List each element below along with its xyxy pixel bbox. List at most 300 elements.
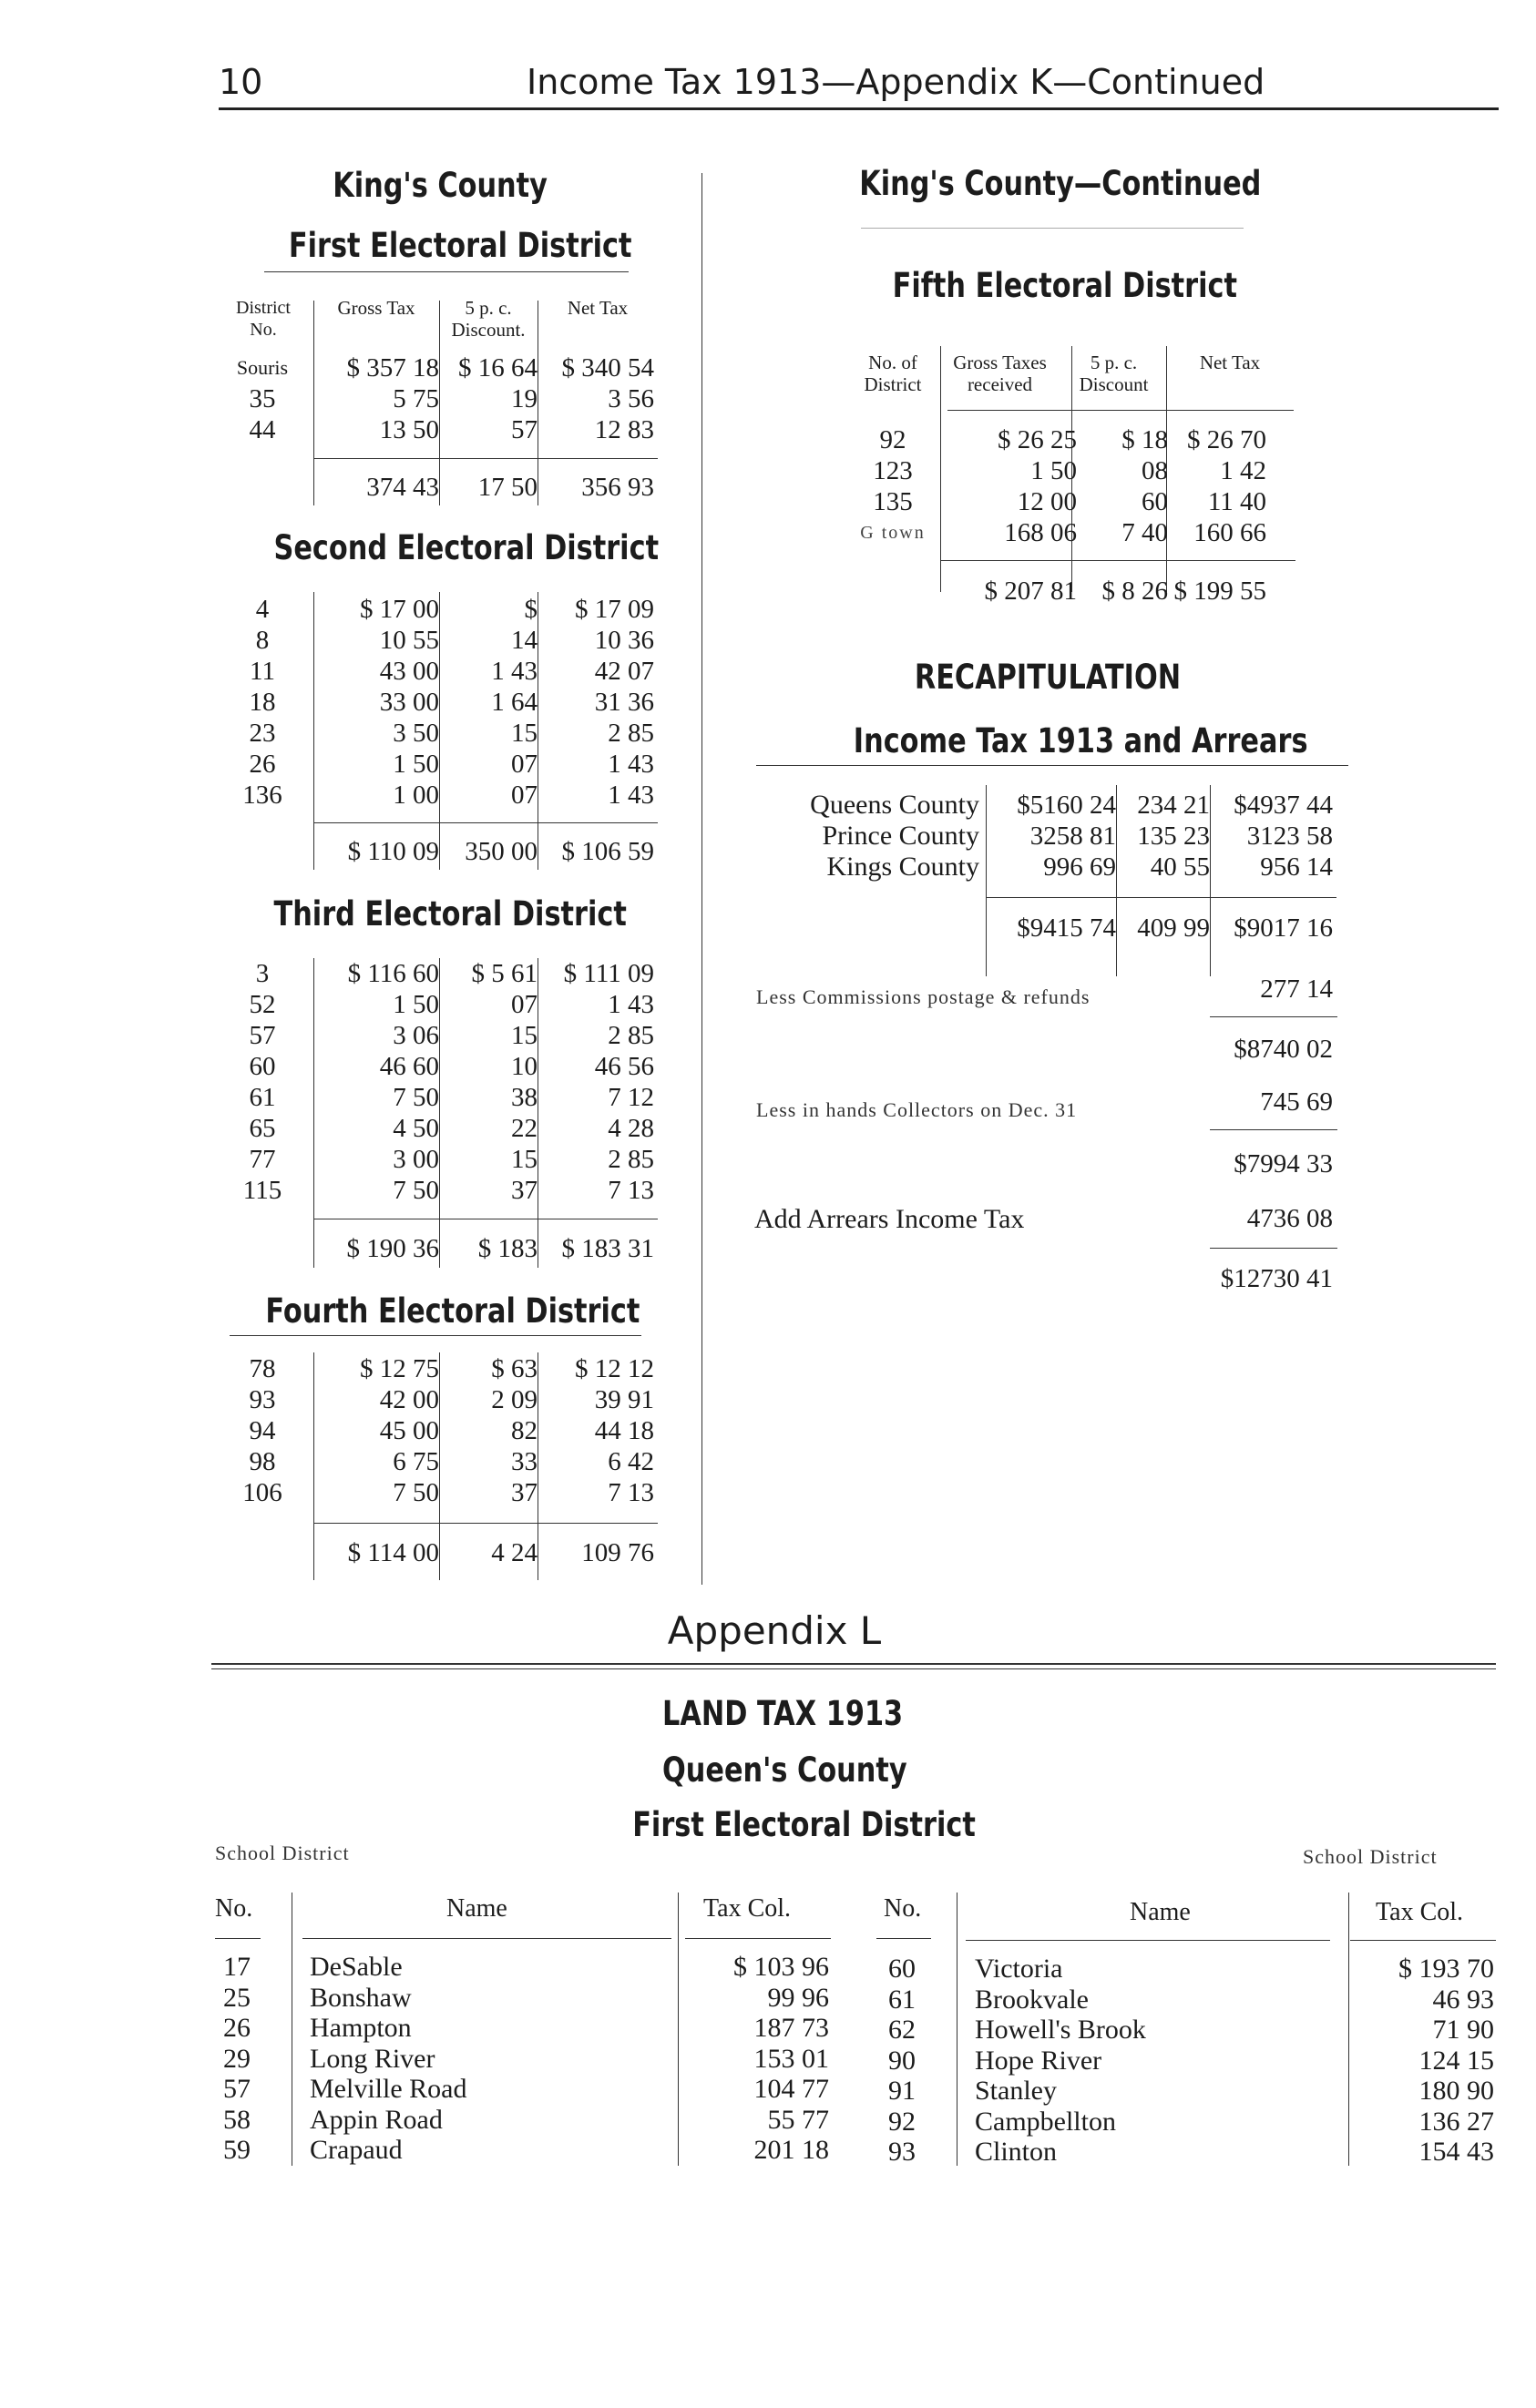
district-no: 8 [255, 626, 270, 655]
discount: 07 [511, 750, 538, 779]
discount: $ 18 [1121, 425, 1168, 454]
tax-collected: 71 90 [1432, 2015, 1494, 2045]
school-district-name: Bonshaw [310, 1982, 412, 2013]
school-district-name: Howell's Brook [975, 2015, 1146, 2045]
col-header-gross-tax: Gross Tax [337, 297, 415, 319]
district-no: G town [860, 523, 926, 543]
table-row [219, 1175, 665, 1206]
tax-collected: 99 96 [767, 1982, 829, 2013]
school-district-no: 58 [223, 2104, 251, 2135]
district-no: 26 [249, 750, 276, 779]
fourth-title-rule [230, 1335, 641, 1336]
school-district-name: Hampton [310, 2013, 412, 2043]
district-no: 136 [242, 781, 282, 810]
list-item [210, 1983, 838, 2014]
table-row [756, 790, 1339, 821]
less-collectors-label: Less in hands Collectors on Dec. 31 [756, 1098, 1078, 1121]
table-row [219, 1113, 665, 1144]
land-header-rule-name-right [966, 1940, 1330, 1941]
table-row [219, 594, 665, 625]
district-no: 57 [249, 1021, 276, 1050]
table-row [219, 383, 665, 414]
total-discount: $ 8 26 [1101, 576, 1168, 606]
school-district-name: Victoria [975, 1954, 1063, 1984]
school-district-label-left: School District [215, 1842, 350, 1864]
net-tax: 44 18 [594, 1416, 654, 1445]
net-tax: 956 14 [1260, 852, 1333, 882]
net-tax: $ 12 12 [575, 1354, 654, 1383]
gross-tax: 7 50 [393, 1083, 439, 1112]
table-row [219, 958, 665, 989]
total-gross: $ 207 81 [984, 576, 1077, 606]
table-row [219, 687, 665, 718]
page-title: Income Tax 1913—Appendix K—Continued [527, 62, 1265, 102]
list-item [210, 2105, 838, 2136]
table-row [219, 780, 665, 811]
net-tax: 39 91 [594, 1385, 654, 1414]
first-total-row [219, 472, 665, 503]
discount: 15 [511, 1021, 538, 1050]
land-tax-table-left [210, 1952, 838, 2170]
fifth-total-rule [940, 560, 1295, 561]
table-row [847, 517, 1303, 548]
table-row [219, 1144, 665, 1175]
total-discount: 4 24 [491, 1538, 538, 1567]
school-district-no: 25 [223, 1982, 251, 2013]
net-tax: 3 56 [608, 384, 654, 413]
total-gross: $ 190 36 [346, 1234, 439, 1263]
gross-tax: 3 50 [393, 719, 439, 748]
discount: 135 23 [1137, 821, 1210, 851]
gross-tax: $ 357 18 [346, 353, 439, 383]
district-no: 18 [249, 688, 276, 717]
col-header-name-left: Name [446, 1894, 507, 1923]
land-header-rule-tax-left [685, 1938, 831, 1939]
col-header-5pc-discount: 5 p. c. Discount [1079, 352, 1149, 395]
discount: $ 16 64 [458, 353, 538, 383]
right-title-rule [861, 228, 1244, 229]
add-arrears-label: Add Arrears Income Tax [754, 1204, 1025, 1234]
list-item [875, 1954, 1503, 1985]
district-no: 44 [249, 415, 276, 444]
school-district-no: 17 [223, 1952, 251, 1982]
school-district-no: 29 [223, 2043, 251, 2074]
district-no: 123 [873, 456, 913, 485]
list-item [210, 2074, 838, 2105]
tax-collected: $ 103 96 [733, 1952, 829, 1982]
kings-county-continued-title: King's County—Continued [859, 164, 1262, 203]
table-row [219, 1415, 665, 1446]
tax-collected: 180 90 [1418, 2076, 1494, 2106]
land-header-rule-name-left [302, 1938, 671, 1939]
gross-tax: 3 00 [393, 1145, 439, 1174]
net-tax: 2 85 [608, 1145, 654, 1174]
table-row [219, 1051, 665, 1082]
list-item [210, 2135, 838, 2166]
table-row [219, 656, 665, 687]
gross-tax: 996 69 [1043, 852, 1116, 882]
less-commissions-label: Less Commissions postage & refunds [756, 985, 1091, 1008]
arrears-rule [1210, 1248, 1337, 1249]
gross-tax: 4 50 [393, 1114, 439, 1143]
tax-collected: 104 77 [753, 2074, 829, 2104]
col-header-no-right: No. [884, 1894, 922, 1923]
table-row [756, 821, 1339, 852]
table-row [219, 352, 665, 383]
table-row [219, 718, 665, 749]
table-row [219, 749, 665, 780]
gross-tax: 10 55 [379, 626, 439, 655]
land-tax-title: LAND TAX 1913 [662, 1694, 904, 1733]
school-district-no: 90 [888, 2045, 916, 2076]
discount: $ 5 61 [471, 959, 538, 988]
net-tax: 3123 58 [1246, 821, 1333, 851]
net-tax: $4937 44 [1234, 791, 1333, 820]
second-total-rule [313, 822, 658, 823]
school-district-name: Appin Road [310, 2104, 443, 2135]
table-row [219, 1020, 665, 1051]
district-no: 3 [255, 959, 270, 988]
tax-collected: 153 01 [753, 2043, 829, 2074]
discount: 38 [511, 1083, 538, 1112]
net-tax: 46 56 [594, 1052, 654, 1081]
commissions-rule [1210, 1016, 1337, 1017]
school-district-no: 57 [223, 2074, 251, 2104]
grand-total: $12730 41 [1220, 1264, 1333, 1293]
fourth-total-rule [313, 1523, 658, 1524]
fifth-district-table [847, 424, 1303, 548]
gross-tax: 5 75 [393, 384, 439, 413]
fourth-district-table [219, 1353, 665, 1508]
third-district-table [219, 958, 665, 1206]
gross-tax: 42 00 [379, 1385, 439, 1414]
gross-tax: 13 50 [379, 415, 439, 444]
list-item [210, 1952, 838, 1983]
list-item [875, 2107, 1503, 2138]
recap-total-gross: $9415 74 [1017, 913, 1116, 943]
recap-total-discount: 409 99 [1137, 913, 1210, 943]
gross-tax: 33 00 [379, 688, 439, 717]
recap-total-rule [986, 897, 1336, 898]
discount: 10 [511, 1052, 538, 1081]
net-tax: 31 36 [594, 688, 654, 717]
net-tax: 7 12 [608, 1083, 654, 1112]
discount: 33 [511, 1447, 538, 1476]
discount: 1 43 [491, 657, 538, 686]
district-no: 4 [255, 595, 270, 624]
queens-county-title: Queen's County [662, 1750, 907, 1790]
first-total-rule [313, 458, 658, 459]
gross-tax: $ 12 75 [360, 1354, 439, 1383]
district-no: 115 [242, 1176, 282, 1205]
county-name: Prince County [822, 821, 979, 851]
table-row [219, 1384, 665, 1415]
fifth-district-title: Fifth Electoral District [892, 266, 1238, 305]
district-no: 78 [249, 1354, 276, 1383]
school-district-name: Stanley [975, 2076, 1057, 2106]
total-net: $ 106 59 [561, 837, 654, 866]
col-header-name-right: Name [1130, 1898, 1191, 1926]
tax-collected: 124 15 [1418, 2045, 1494, 2076]
gross-tax: 7 50 [393, 1478, 439, 1507]
table-row [847, 486, 1303, 517]
col-header-discount: 5 p. c. Discount. [451, 297, 526, 341]
col-header-district-no: District No. [236, 298, 291, 340]
second-district-table [219, 594, 665, 812]
discount: 40 55 [1150, 852, 1210, 882]
col-header-tax-left: Tax Col. [703, 1894, 792, 1923]
net-tax: $ 111 09 [563, 959, 654, 988]
total-gross: 374 43 [366, 473, 439, 502]
net-tax: 11 40 [1207, 487, 1266, 516]
gross-tax: 7 50 [393, 1176, 439, 1205]
gross-tax: $ 26 25 [998, 425, 1077, 454]
table-row [847, 455, 1303, 486]
list-item [210, 2013, 838, 2044]
third-total-row [219, 1233, 665, 1264]
first-title-rule [264, 271, 629, 272]
appendix-l-rule-1 [211, 1663, 1496, 1665]
discount: 14 [511, 626, 538, 655]
fourth-district-title: Fourth Electoral District [265, 1291, 640, 1331]
fifth-header-rule [947, 410, 1294, 411]
page-number: 10 [219, 62, 263, 102]
recap-total-row [756, 913, 1339, 944]
school-district-no: 61 [888, 1984, 916, 2015]
total-net: 356 93 [581, 473, 654, 502]
net-tax: $ 340 54 [561, 353, 654, 383]
net-tax: 7 13 [608, 1478, 654, 1507]
land-header-rule-no-right [876, 1938, 931, 1939]
district-no: 106 [242, 1478, 282, 1507]
gross-tax: 45 00 [379, 1416, 439, 1445]
gross-tax: 1 50 [393, 750, 439, 779]
appendix-first-district-title: First Electoral District [632, 1805, 976, 1844]
table-row [219, 1353, 665, 1384]
gross-tax: 46 60 [379, 1052, 439, 1081]
total-gross: $ 110 09 [347, 837, 439, 866]
net-tax: 10 36 [594, 626, 654, 655]
less-collectors-value: 745 69 [1260, 1087, 1333, 1117]
gross-tax: 6 75 [393, 1447, 439, 1476]
table-row [219, 1082, 665, 1113]
discount: 60 [1142, 487, 1168, 516]
county-name: Kings County [826, 852, 979, 882]
discount: 22 [511, 1114, 538, 1143]
list-item [875, 1985, 1503, 2015]
school-district-name: Long River [310, 2043, 435, 2074]
tax-collected: 136 27 [1418, 2106, 1494, 2137]
school-district-no: 93 [888, 2137, 916, 2167]
net-tax: 1 43 [608, 750, 654, 779]
school-district-no: 60 [888, 1954, 916, 1984]
total-discount: 350 00 [465, 837, 538, 866]
school-district-label-right: School District [1303, 1845, 1438, 1868]
col-header-net-tax: Net Tax [567, 297, 629, 319]
total-net: $ 183 31 [561, 1234, 654, 1263]
table-row [219, 414, 665, 445]
collectors-rule [1210, 1129, 1337, 1130]
school-district-name: Melville Road [310, 2074, 467, 2104]
total-discount: $ 183 [477, 1234, 538, 1263]
land-header-rule-tax-right [1350, 1940, 1496, 1941]
second-total-row [219, 836, 665, 867]
district-no: 60 [249, 1052, 276, 1081]
net-tax: 42 07 [594, 657, 654, 686]
discount: 234 21 [1137, 791, 1210, 820]
net-tax: 2 85 [608, 1021, 654, 1050]
total-discount: 17 50 [477, 473, 538, 502]
net-tax: $ 26 70 [1187, 425, 1266, 454]
tax-collected: 46 93 [1432, 1984, 1494, 2015]
gross-tax: 3 06 [393, 1021, 439, 1050]
first-district-table [219, 352, 665, 453]
table-row [847, 424, 1303, 455]
recap-table [756, 790, 1339, 883]
recap-subtitle-rule [756, 765, 1348, 766]
fifth-total-row [847, 576, 1303, 607]
list-item [875, 2015, 1503, 2046]
tax-collected: 154 43 [1418, 2137, 1494, 2167]
recap-title: RECAPITULATION [914, 658, 1182, 697]
gross-tax: $ 116 60 [347, 959, 439, 988]
table-row [219, 989, 665, 1020]
discount: 08 [1142, 456, 1168, 485]
district-no: 65 [249, 1114, 276, 1143]
table-row [756, 852, 1339, 883]
column-divider [701, 173, 702, 1585]
subtotal-after-collectors: $7994 33 [1234, 1149, 1333, 1178]
discount: $ [524, 595, 538, 624]
total-net: $ 199 55 [1173, 576, 1266, 606]
school-district-no: 59 [223, 2135, 251, 2165]
school-district-name: Crapaud [310, 2135, 403, 2165]
discount: 15 [511, 1145, 538, 1174]
discount: 37 [511, 1478, 538, 1507]
net-tax: 6 42 [608, 1447, 654, 1476]
total-net: 109 76 [581, 1538, 654, 1567]
school-district-name: Campbellton [975, 2106, 1116, 2137]
land-tax-table-right [875, 1954, 1503, 2172]
school-district-name: Hope River [975, 2045, 1102, 2076]
discount: 07 [511, 990, 538, 1019]
recap-subtitle: Income Tax 1913 and Arrears [853, 721, 1308, 760]
net-tax: 4 28 [608, 1114, 654, 1143]
list-item [875, 2137, 1503, 2168]
gross-tax: 168 06 [1004, 518, 1077, 547]
fourth-total-row [219, 1537, 665, 1568]
recap-total-net: $9017 16 [1234, 913, 1333, 943]
county-name: Queens County [810, 790, 979, 820]
list-item [875, 2076, 1503, 2107]
col-header-tax-right: Tax Col. [1376, 1898, 1464, 1926]
appendix-l-rule-2 [211, 1668, 1496, 1669]
school-district-no: 92 [888, 2106, 916, 2137]
col-header-no-of-district: No. of District [864, 352, 922, 395]
school-district-no: 62 [888, 2015, 916, 2045]
net-tax: 2 85 [608, 719, 654, 748]
district-no: 11 [250, 657, 275, 686]
total-gross: $ 114 00 [347, 1538, 439, 1567]
gross-tax: 1 50 [393, 990, 439, 1019]
net-tax: 12 83 [594, 415, 654, 444]
tax-collected: 55 77 [767, 2104, 829, 2135]
table-row [219, 1477, 665, 1508]
district-no: 93 [249, 1385, 276, 1414]
district-no: 94 [249, 1416, 276, 1445]
gross-tax: 3258 81 [1029, 821, 1116, 851]
add-arrears-value: 4736 08 [1246, 1204, 1333, 1233]
list-item [210, 2044, 838, 2075]
school-district-name: Clinton [975, 2137, 1058, 2167]
school-district-no: 91 [888, 2076, 916, 2106]
discount: 07 [511, 781, 538, 810]
second-district-title: Second Electoral District [273, 528, 660, 567]
land-header-rule-no-left [215, 1938, 261, 1939]
school-district-name: DeSable [310, 1952, 403, 1982]
header-rule [219, 107, 1499, 110]
gross-tax: 1 50 [1030, 456, 1077, 485]
discount: 57 [511, 415, 538, 444]
district-no: Souris [236, 356, 289, 379]
district-no: 52 [249, 990, 276, 1019]
appendix-l-title: Appendix L [667, 1608, 882, 1653]
third-district-title: Third Electoral District [273, 894, 627, 934]
district-no: 61 [249, 1083, 276, 1112]
col-header-no-left: No. [215, 1894, 253, 1923]
discount: 1 64 [491, 688, 538, 717]
net-tax: 1 42 [1220, 456, 1266, 485]
net-tax: 1 43 [608, 990, 654, 1019]
table-row [219, 1446, 665, 1477]
col-header-net-tax: Net Tax [1199, 352, 1261, 373]
gross-tax: $ 17 00 [360, 595, 439, 624]
district-no: 98 [249, 1447, 276, 1476]
net-tax: 1 43 [608, 781, 654, 810]
school-district-no: 26 [223, 2013, 251, 2043]
less-commissions-value: 277 14 [1260, 974, 1333, 1004]
table-row [219, 625, 665, 656]
tax-collected: $ 193 70 [1398, 1954, 1494, 1984]
discount: 15 [511, 719, 538, 748]
kings-county-title: King's County [333, 166, 548, 205]
col-header-gross-taxes: Gross Taxes received [953, 352, 1047, 395]
school-district-name: Brookvale [975, 1984, 1089, 2015]
district-no: 135 [873, 487, 913, 516]
list-item [875, 2046, 1503, 2076]
district-no: 77 [249, 1145, 276, 1174]
discount: 2 09 [491, 1385, 538, 1414]
discount: 37 [511, 1176, 538, 1205]
net-tax: 7 13 [608, 1176, 654, 1205]
first-district-title: First Electoral District [288, 226, 632, 265]
discount: 19 [511, 384, 538, 413]
tax-collected: 201 18 [753, 2135, 829, 2165]
net-tax: $ 17 09 [575, 595, 654, 624]
tax-collected: 187 73 [753, 2013, 829, 2043]
gross-tax: 43 00 [379, 657, 439, 686]
subtotal-after-commissions: $8740 02 [1234, 1035, 1333, 1064]
discount: $ 63 [491, 1354, 538, 1383]
district-no: 35 [249, 384, 276, 413]
district-no: 23 [249, 719, 276, 748]
discount: 7 40 [1121, 518, 1168, 547]
gross-tax: $5160 24 [1017, 791, 1116, 820]
discount: 82 [511, 1416, 538, 1445]
gross-tax: 12 00 [1017, 487, 1077, 516]
gross-tax: 1 00 [393, 781, 439, 810]
net-tax: 160 66 [1193, 518, 1266, 547]
